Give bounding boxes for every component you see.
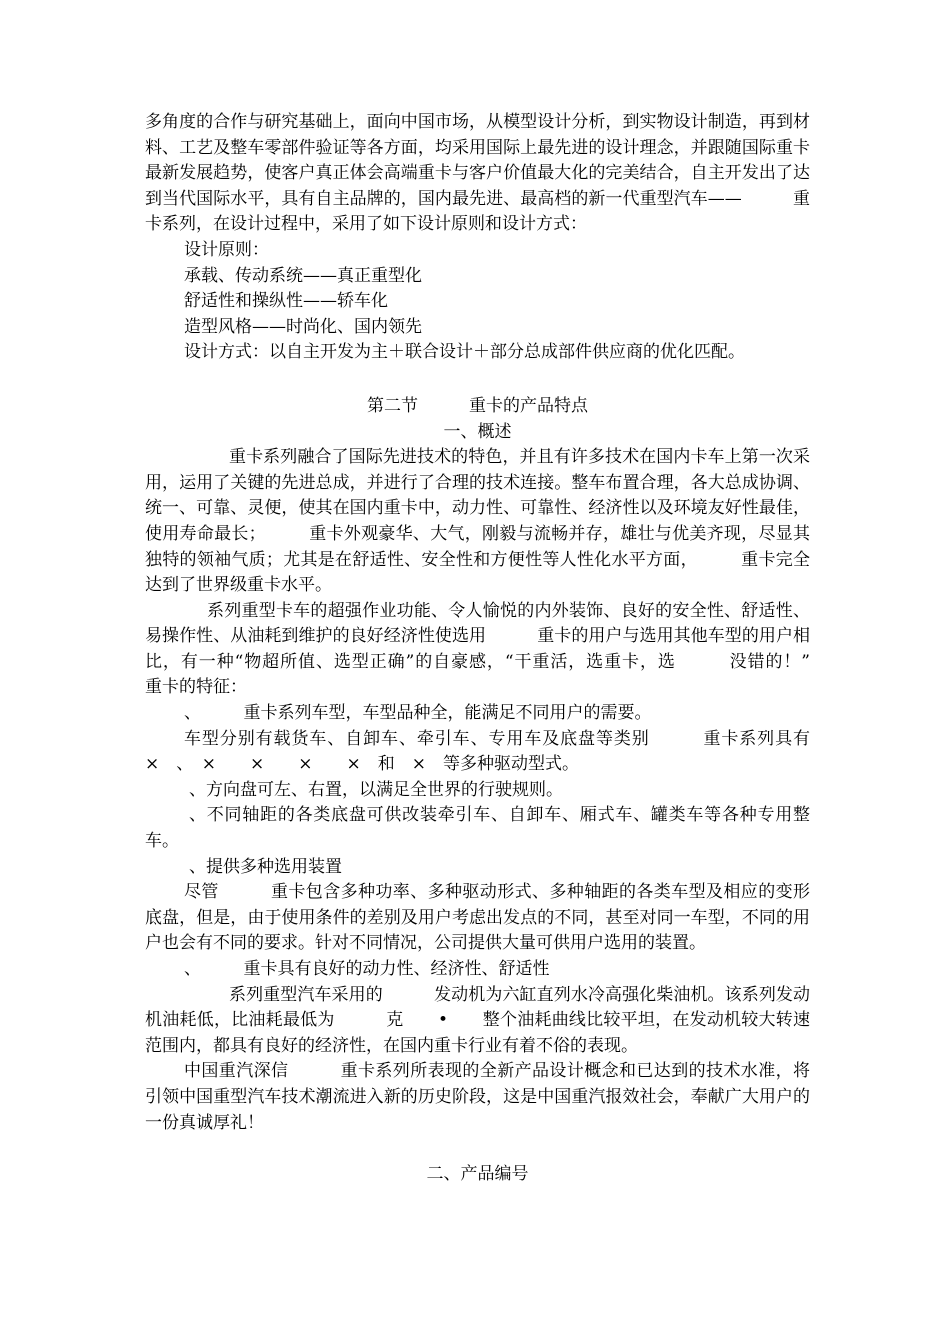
closing-paragraph: 中国重汽深信 重卡系列所表现的全新产品设计概念和已达到的技术水准，将引领中国重型汽车技术潮流进入新的历史阶段，这是中国重汽报效社会，奉献广大用户的一份真诚厚礼！ (145, 1061, 810, 1133)
intro-paragraph: 多角度的合作与研究基础上，面向中国市场，从模型设计分析，到实物设计制造，再到材料、工艺及整车零部件验证等各方面，均采用国际上最先进的设计理念，并跟随国际重卡最新发展趋势，使客户真正体会高端重卡与客户价值最大化的完美结合，自主开发出了达到当代国际水平，具有自主品牌的，国内最先进、最高档的新一代重型汽车—— 重卡系列，在设计过程中，采用了如下设计原则和设计方式： (145, 112, 810, 235)
design-method: 设计方式：以自主开发为主＋联合设计＋部分总成部件供应商的优化匹配。 (184, 342, 745, 363)
feature-item-3: 、不同轴距的各类底盘可供改装牵引车、自卸车、厢式车、罐类车等各种专用整车。 (145, 805, 810, 852)
feature-item-5-text: 系列重型汽车采用的 发动机为六缸直列水冷高强化柴油机。该系列发动机油耗低，比油耗最低为 克 • 整个油耗曲线比较平坦，在发动机较大转速范围内，都具有良好的经济性，在国内重卡行业有着不俗的表现。 (145, 984, 810, 1056)
spacer (145, 1136, 810, 1162)
design-principle-item: 承载、传动系统——真正重型化 (184, 265, 422, 286)
subsection-overview-title: 一、概述 (443, 421, 512, 442)
feature-item-1-text: 车型分别有载货车、自卸车、牵引车、专用车及底盘等类别 重卡系列具有 × 、 × × × × 和 × 等多种驱动型式。 (145, 728, 827, 775)
design-principle-item: 造型风格——时尚化、国内领先 (184, 316, 422, 337)
overview-paragraph-1: 重卡系列融合了国际先进技术的特色，并且有许多技术在国内卡车上第一次采用，运用了关键的先进总成，并进行了合理的技术连接。整车布置合理，各大总成协调、统一、可靠、灵便，使其在国内重卡中，动力性、可靠性、经济性以及环境友好性最佳，使用寿命最长； 重卡外观豪华、大气，刚毅与流畅并存，雄壮与优美齐现，尽显其独特的领袖气质；尤其是在舒适性、安全性和方便性等人性化水平方面， 重卡完全达到了世界级重卡水平。 (145, 447, 810, 596)
subsection-product-number-title: 二、产品编号 (426, 1164, 529, 1185)
feature-item-2: 、方向盘可左、右置，以满足全世界的行驶规则。 (189, 779, 563, 800)
feature-item-5: 、 重卡具有良好的动力性、经济性、舒适性 (184, 959, 550, 979)
feature-item-4-text: 尽管 重卡包含多种功率、多种驱动形式、多种轴距的各类车型及相应的变形底盘，但是，由于使用条件的差别及用户考虑出发点的不同，甚至对同一车型，不同的用户也会有不同的要求。针对不同情况，公司提供大量可供用户选用的装置。 (145, 882, 810, 954)
overview-paragraph-2: 系列重型卡车的超强作业功能、令人愉悦的内外装饰、良好的安全性、舒适性、易操作性、从油耗到维护的良好经济性使选用 重卡的用户与选用其他车型的用户相比，有一种“物超所值、选型正确”的自豪感，“干重活，选重卡，选 没错的！” 重卡的特征： (145, 600, 861, 698)
design-principle-item: 舒适性和操纵性——轿车化 (184, 291, 388, 312)
feature-item-1: 、 重卡系列车型，车型品种全，能满足不同用户的需要。 (184, 703, 652, 724)
section-title: 第二节 重卡的产品特点 (367, 395, 588, 416)
feature-item-4: 、提供多种选用装置 (189, 856, 342, 877)
document-page (145, 110, 861, 1188)
design-principles-label: 设计原则： (184, 239, 269, 260)
